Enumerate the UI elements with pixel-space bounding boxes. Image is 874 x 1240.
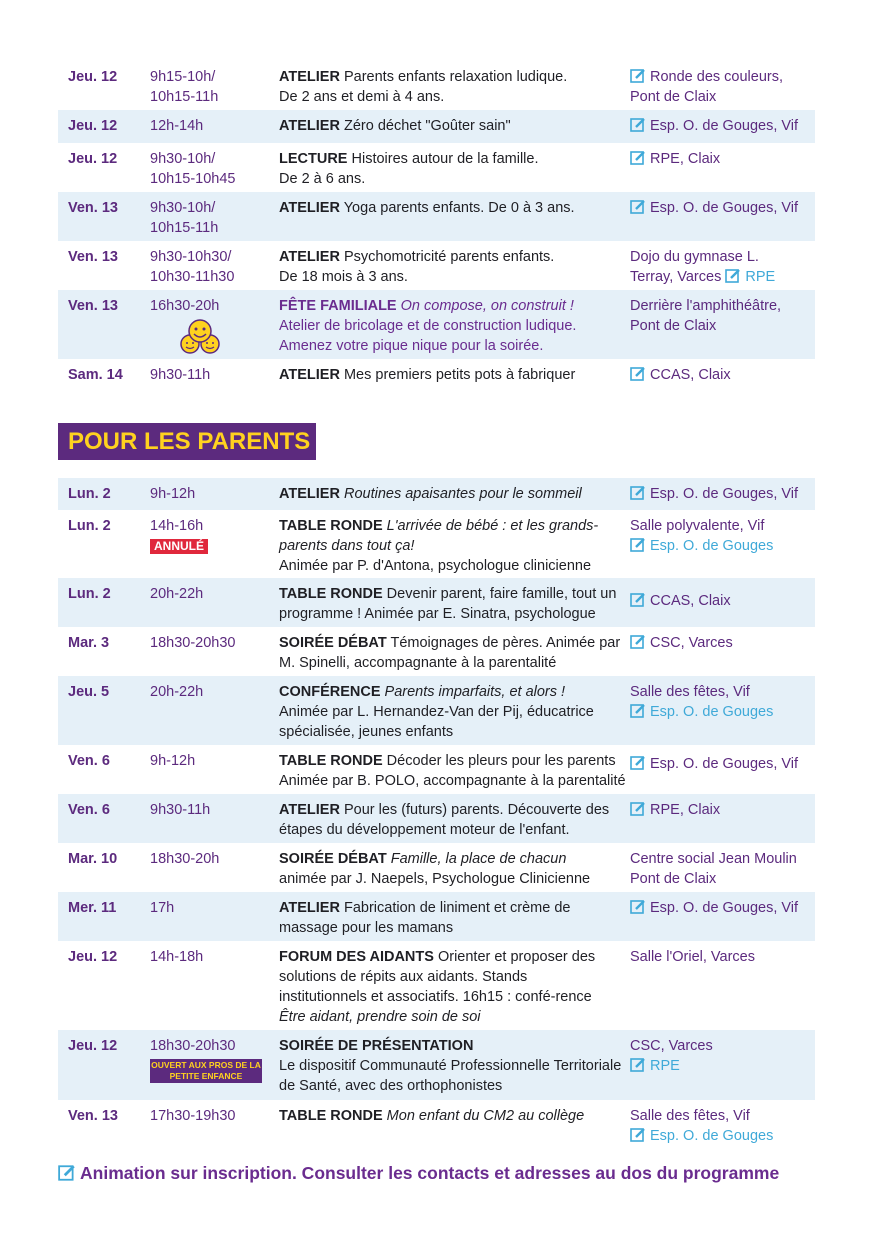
signup-icon	[630, 634, 646, 650]
signup-icon	[630, 485, 646, 501]
activity-kind: ATELIER	[279, 486, 340, 502]
activity-kind: TABLE RONDE	[279, 518, 383, 534]
smiley-balloons-icon	[176, 318, 224, 365]
signup-icon	[630, 537, 646, 553]
signup-icon	[630, 1127, 646, 1143]
signup-icon	[58, 1164, 76, 1182]
schedule-row	[58, 110, 815, 143]
row-location	[630, 1106, 820, 1146]
row-day: Jeu. 12	[68, 118, 118, 134]
activity-text: Atelier de bricolage et de construction ludique. Amenez votre pique nique pour la soirée.	[279, 318, 577, 354]
row-time: 9h-12h	[150, 486, 196, 502]
signup-icon	[630, 150, 646, 166]
activity-text: Animée par P. d'Antona, psychologue clinicienne	[279, 558, 592, 574]
row-time: 9h30-11h	[150, 367, 211, 383]
activity-text: Pour les (futurs) parents. Découverte des étapes du développement moteur de l'enfant.	[279, 802, 610, 838]
row-day: Ven. 13	[68, 200, 118, 216]
row-time: 9h30-10h/ 10h15-10h45	[150, 151, 236, 187]
location-line	[630, 1126, 820, 1146]
row-description	[279, 584, 629, 624]
signup-icon	[630, 755, 646, 771]
activity-title: Être aidant, prendre soin de soi	[279, 1009, 481, 1025]
location-secondary: RPE	[650, 1058, 680, 1074]
activity-title: Parents imparfaits, et alors !	[380, 684, 566, 700]
location-line	[630, 1056, 820, 1076]
row-time: 18h30-20h	[150, 851, 220, 867]
signup-icon	[630, 117, 646, 133]
row-description	[279, 116, 629, 136]
schedule-row	[58, 192, 815, 241]
activity-text: Devenir parent, faire famille, tout un programme ! Animée par E. Sinatra, psychologue	[279, 586, 617, 622]
row-location: Centre social Jean Moulin Pont de Claix	[630, 851, 797, 887]
row-time: 20h-22h	[150, 684, 204, 700]
activity-kind: TABLE RONDE	[279, 586, 383, 602]
row-description	[279, 1106, 629, 1126]
row-description	[279, 247, 629, 287]
row-location	[630, 247, 820, 287]
activity-text: Parents enfants relaxation ludique. De 2 ans et demi à 4 ans.	[279, 69, 568, 105]
row-time: 9h30-10h/ 10h15-11h	[150, 200, 219, 236]
location-secondary: Esp. O. de Gouges	[650, 1128, 774, 1144]
location-text: Esp. O. de Gouges, Vif	[650, 486, 799, 502]
schedule-row	[58, 745, 815, 794]
row-description	[279, 751, 629, 791]
row-time: 14h-18h	[150, 949, 204, 965]
activity-text: Yoga parents enfants. De 0 à 3 ans.	[339, 200, 575, 216]
signup-icon	[630, 366, 646, 382]
row-description	[279, 633, 629, 673]
activity-text: animée par J. Naepels, Psychologue Clinicienne	[279, 871, 591, 887]
row-day: Ven. 13	[68, 249, 118, 265]
activity-kind: ATELIER	[279, 69, 340, 85]
activity-kind: SOIRÉE DÉBAT	[279, 635, 387, 651]
parents-schedule	[58, 478, 815, 1152]
pros-badge: OUVERT AUX PROS DE LA PETITE ENFANCE	[151, 1060, 261, 1081]
row-description	[279, 149, 629, 189]
row-day: Mer. 11	[68, 900, 117, 916]
schedule-row	[58, 1030, 815, 1100]
location-text: CCAS, Claix	[650, 593, 731, 609]
row-description	[279, 682, 629, 742]
location-line	[630, 267, 820, 287]
location-extra: RPE	[745, 269, 776, 285]
location-text: RPE, Claix	[650, 802, 721, 818]
row-day: Ven. 13	[68, 298, 118, 314]
time-line: 9h15-10h/ 10h15-11h	[150, 69, 219, 105]
signup-icon	[630, 68, 646, 84]
activity-kind: SOIRÉE DÉBAT	[279, 851, 387, 867]
row-description	[279, 898, 624, 938]
row-description	[279, 947, 599, 1027]
footer-note	[58, 1162, 818, 1184]
row-day: Mar. 3	[68, 635, 110, 651]
row-day: Ven. 6	[68, 753, 110, 769]
activity-text: Psychomotricité parents enfants. De 18 mois à 3 ans.	[279, 249, 555, 285]
signup-icon	[630, 199, 646, 215]
row-time: 9h30-11h	[150, 802, 211, 818]
time-text: 14h-16h	[150, 518, 204, 534]
row-time: 17h	[150, 900, 175, 916]
signup-icon	[630, 592, 646, 608]
activity-kind: ATELIER	[279, 802, 340, 818]
row-description	[279, 516, 629, 576]
location-text: Terray, Varces	[630, 269, 722, 285]
row-time: 12h-14h	[150, 118, 204, 134]
activity-kind: FORUM DES AIDANTS	[279, 949, 434, 965]
activity-title: Famille, la place de chacun	[386, 851, 567, 867]
activity-kind: ATELIER	[279, 249, 340, 265]
row-location	[630, 116, 820, 136]
signup-icon	[630, 899, 646, 915]
activity-title: L'arrivée de bébé : et les grands-parents dans tout ça!	[279, 518, 599, 554]
schedule-row	[58, 290, 815, 359]
row-description	[279, 198, 629, 218]
row-location	[630, 484, 820, 504]
location-secondary: Esp. O. de Gouges	[650, 704, 774, 720]
row-day: Jeu. 12	[68, 949, 118, 965]
row-location	[630, 516, 820, 556]
section-heading: POUR LES PARENTS	[58, 423, 316, 460]
row-day: Lun. 2	[68, 486, 111, 502]
schedule-row	[58, 61, 815, 110]
location-text: Ronde des couleurs, Pont de Claix	[630, 69, 783, 105]
activity-text: Le dispositif Communauté Professionnelle Territoriale de Santé, avec des orthophonistes	[279, 1058, 622, 1094]
row-time: 17h30-19h30	[150, 1108, 236, 1124]
row-time: 18h30-20h30	[150, 635, 236, 651]
location-text: Esp. O. de Gouges, Vif	[650, 200, 799, 216]
schedule-row	[58, 1100, 815, 1152]
activity-text: Témoignages de pères. Animée par M. Spinelli, accompagnante à la parentalité	[279, 635, 621, 671]
activity-kind: ATELIER	[279, 367, 340, 383]
row-description	[279, 67, 629, 107]
activity-kind: TABLE RONDE	[279, 1108, 383, 1124]
row-location	[630, 591, 820, 611]
row-location	[630, 67, 820, 107]
activity-kind: TABLE RONDE	[279, 753, 383, 769]
row-time: 16h30-20h	[150, 298, 220, 314]
row-location: Salle l'Oriel, Varces	[630, 949, 755, 965]
location-text: Salle des fêtes, Vif	[630, 1108, 750, 1124]
row-location	[630, 198, 820, 218]
signup-icon	[630, 801, 646, 817]
activity-text: Fabrication de liniment et crème de massage pour les mamans	[279, 900, 571, 936]
schedule-row	[58, 794, 815, 843]
activity-kind: FÊTE FAMILIALE	[279, 298, 397, 314]
row-time	[150, 1036, 275, 1083]
cancelled-badge: ANNULÉ	[150, 539, 208, 554]
row-location: Derrière l'amphithéâtre, Pont de Claix	[630, 298, 782, 334]
schedule-row	[58, 578, 815, 627]
location-line	[630, 702, 820, 722]
location-secondary: Esp. O. de Gouges	[650, 538, 774, 554]
location-text: Salle polyvalente, Vif	[630, 518, 765, 534]
row-day: Jeu. 5	[68, 684, 110, 700]
activity-kind: ATELIER	[279, 900, 340, 916]
row-location	[630, 1036, 820, 1076]
signup-icon	[630, 1057, 646, 1073]
footer-text: Animation sur inscription. Consulter les contacts et adresses au dos du programme	[80, 1163, 780, 1183]
row-location	[630, 365, 820, 385]
row-day: Jeu. 12	[68, 151, 118, 167]
activity-kind: LECTURE	[279, 151, 348, 167]
children-schedule	[58, 61, 815, 392]
schedule-row	[58, 843, 815, 892]
row-description	[279, 849, 629, 889]
schedule-row	[58, 627, 815, 676]
signup-icon	[725, 268, 741, 284]
location-text: CCAS, Claix	[650, 367, 731, 383]
row-description	[279, 1036, 629, 1096]
row-description	[279, 296, 629, 356]
activity-text: Orienter et proposer des solutions de répits aux aidants. Stands institutionnels et associatifs. 16h15 : confé-rence	[279, 949, 596, 1005]
location-text: Salle des fêtes, Vif	[630, 684, 750, 700]
row-location	[630, 800, 820, 820]
activity-text: Animée par L. Hernandez-Van der Pij, éducatrice spécialisée, jeunes enfants	[279, 704, 594, 740]
schedule-row	[58, 359, 815, 392]
row-location	[630, 898, 820, 918]
row-day: Jeu. 12	[68, 69, 118, 85]
schedule-row	[58, 241, 815, 290]
time-text: 18h30-20h30	[150, 1038, 236, 1054]
row-location	[630, 754, 820, 774]
schedule-row	[58, 143, 815, 192]
row-description	[279, 484, 629, 504]
row-description	[279, 365, 629, 385]
activity-kind: SOIRÉE DE PRÉSENTATION	[279, 1038, 474, 1054]
activity-title: Mon enfant du CM2 au collège	[382, 1108, 585, 1124]
row-time	[150, 67, 275, 107]
row-location	[630, 149, 820, 169]
signup-icon	[630, 703, 646, 719]
row-description	[279, 800, 629, 840]
activity-title: On compose, on construit !	[396, 298, 574, 314]
row-time: 9h30-10h30/ 10h30-11h30	[150, 249, 235, 285]
location-line: Dojo du gymnase L.	[630, 249, 759, 265]
row-day: Ven. 6	[68, 802, 110, 818]
row-location	[630, 682, 820, 722]
row-day: Ven. 13	[68, 1108, 118, 1124]
schedule-row	[58, 676, 815, 745]
location-text: CSC, Varces	[630, 1038, 713, 1054]
schedule-row	[58, 510, 815, 578]
activity-kind: ATELIER	[279, 118, 340, 134]
row-day: Jeu. 12	[68, 1038, 118, 1054]
row-day: Lun. 2	[68, 586, 111, 602]
activity-text: Histoires autour de la famille. De 2 à 6 ans.	[279, 151, 539, 187]
row-day: Lun. 2	[68, 518, 111, 534]
schedule-row	[58, 941, 815, 1030]
location-line	[630, 536, 820, 556]
location-text: Esp. O. de Gouges, Vif	[650, 118, 799, 134]
row-day: Mar. 10	[68, 851, 118, 867]
activity-text: Décoder les pleurs pour les parents Animée par B. POLO, accompagnante à la parentalité	[279, 753, 626, 789]
schedule-row	[58, 478, 815, 510]
activity-title: Routines apaisantes pour le sommeil	[339, 486, 582, 502]
schedule-row	[58, 892, 815, 941]
location-text: CSC, Varces	[650, 635, 733, 651]
activity-text: Mes premiers petits pots à fabriquer	[339, 367, 576, 383]
activity-kind: ATELIER	[279, 200, 340, 216]
row-day: Sam. 14	[68, 367, 123, 383]
row-time: 9h-12h	[150, 753, 196, 769]
location-text: Esp. O. de Gouges, Vif	[650, 756, 799, 772]
activity-kind: CONFÉRENCE	[279, 684, 381, 700]
row-location	[630, 633, 820, 653]
location-text: RPE, Claix	[650, 151, 721, 167]
row-time: 20h-22h	[150, 586, 204, 602]
activity-text: Zéro déchet "Goûter sain"	[339, 118, 511, 134]
row-time	[150, 516, 275, 556]
location-text: Esp. O. de Gouges, Vif	[650, 900, 799, 916]
